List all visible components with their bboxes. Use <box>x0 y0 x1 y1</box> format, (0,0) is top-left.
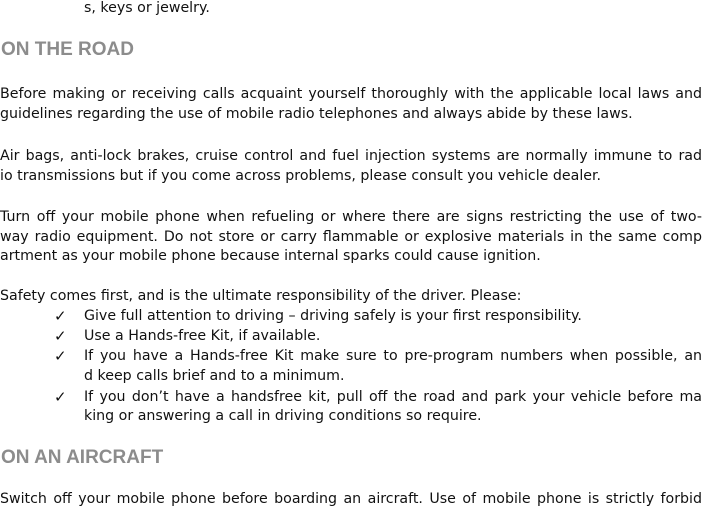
paragraph-line: Safety comes first, and is the ultimate responsibility of the driver. Please: <box>0 288 522 304</box>
bullet-item-continuation: king or answering a call in driving conditions so require. <box>84 408 482 424</box>
section-heading-on-an-aircraft: ON AN AIRCRAFT <box>1 447 164 468</box>
bullet-item: Give full attention to driving – driving safely is your first responsibility. <box>84 308 582 324</box>
paragraph-line: Before making or receiving calls acquaint yourself thoroughly with the applicable local laws and <box>0 86 702 102</box>
checkmark-icon: ✓ <box>54 307 67 325</box>
paragraph-line: Air bags, anti-lock brakes, cruise control and fuel injection systems are normally immune to rad <box>0 148 702 164</box>
bullet-item: Use a Hands-free Kit, if available. <box>84 328 321 344</box>
paragraph-line: io transmissions but if you come across problems, please consult you vehicle dealer. <box>0 168 602 184</box>
section-heading-on-the-road: ON THE ROAD <box>1 39 134 60</box>
paragraph-line: Turn off your mobile phone when refueling or where there are signs restricting the use of two- <box>0 209 702 225</box>
paragraph-line: guidelines regarding the use of mobile radio telephones and always abide by these laws. <box>0 106 633 122</box>
checkmark-icon: ✓ <box>54 347 67 365</box>
bullet-item-continuation: d keep calls brief and to a minimum. <box>84 368 345 384</box>
intro-fragment: s, keys or jewelry. <box>84 0 210 16</box>
paragraph-line: artment as your mobile phone because internal sparks could cause ignition. <box>0 248 541 264</box>
checkmark-icon: ✓ <box>54 388 67 406</box>
bullet-item: If you have a Hands-free Kit make sure to pre-program numbers when possible, an <box>84 348 702 364</box>
bullet-item: If you don’t have a handsfree kit, pull off the road and park your vehicle before ma <box>84 389 702 405</box>
checkmark-icon: ✓ <box>54 327 67 345</box>
paragraph-line: Switch off your mobile phone before boarding an aircraft. Use of mobile phone is strictly forbid <box>0 491 702 507</box>
paragraph-line: way radio equipment. Do not store or carry flammable or explosive materials in the same comp <box>0 229 702 245</box>
